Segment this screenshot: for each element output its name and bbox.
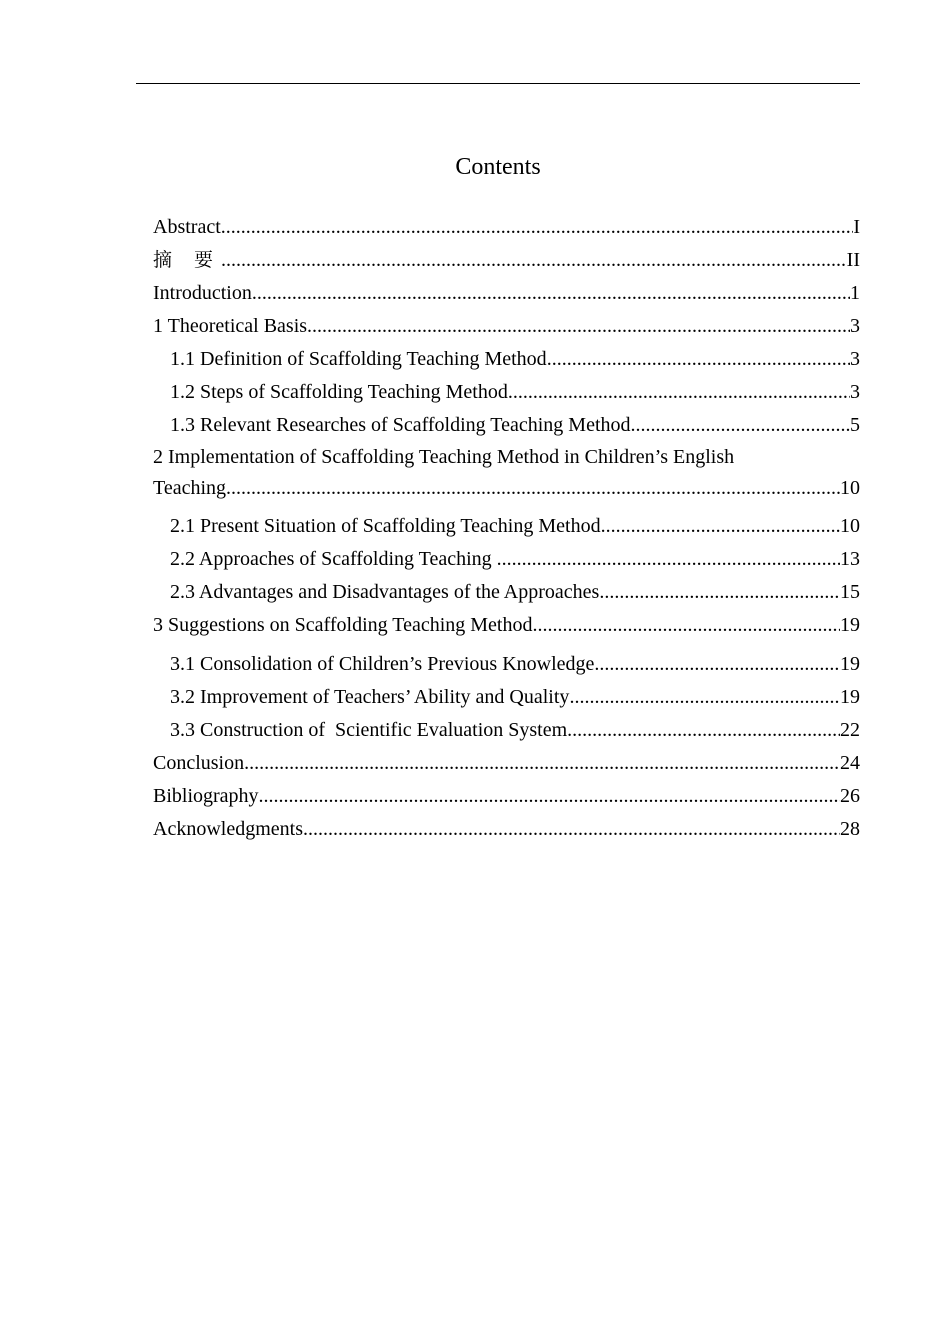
toc-leader-dots (569, 681, 840, 714)
toc-entry-page: 3 (850, 348, 860, 370)
toc-entry-section-2-2[interactable] (153, 543, 860, 576)
toc-entry-title: Conclusion (153, 752, 245, 774)
toc-leader-dots (244, 747, 840, 780)
toc-leader-dots (601, 510, 840, 543)
toc-leader-dots (307, 310, 850, 343)
toc-entry-title: Bibliography (153, 785, 259, 807)
toc-entry-section-3-3[interactable] (153, 714, 860, 747)
toc-entry-section-3-1[interactable] (153, 648, 860, 681)
toc-entry-page: II (846, 249, 860, 271)
toc-entry-title: 摘 要 (153, 249, 222, 271)
toc-entry-title-line-1: 2 Implementation of Scaffolding Teaching Method in Children’s English (153, 446, 735, 468)
toc-entry-title: 3.1 Consolidation of Children’s Previous Knowledge (170, 653, 595, 675)
toc-entry-page: 5 (850, 414, 860, 436)
toc-entry-chapter-2[interactable] (153, 442, 860, 504)
toc-entry-title: 3.2 Improvement of Teachers’ Ability and Quality (170, 686, 570, 708)
toc-entry-conclusion[interactable] (153, 747, 860, 780)
toc-leader-dots (497, 543, 840, 576)
toc-entry-section-1-3[interactable] (153, 409, 860, 442)
toc-entry-title: 3 Suggestions on Scaffolding Teaching Method (153, 614, 533, 636)
toc-leader-dots (547, 343, 850, 376)
toc-entry-section-1-2[interactable] (153, 376, 860, 409)
toc-entry-title: 3.3 Construction of Scientific Evaluation System (170, 719, 568, 741)
toc-entry-title: 2.2 Approaches of Scaffolding Teaching (170, 548, 497, 570)
toc-leader-dots (594, 648, 840, 681)
toc-entry-title: Abstract (153, 216, 221, 238)
table-of-contents (153, 211, 860, 846)
page-title: Contents (455, 154, 541, 180)
toc-leader-dots (631, 409, 850, 442)
toc-entry-section-1-1[interactable] (153, 343, 860, 376)
toc-entry-page: 19 (840, 686, 860, 708)
toc-entry-title: 1.2 Steps of Scaffolding Teaching Method (170, 381, 508, 403)
toc-leader-dots (599, 576, 840, 609)
toc-entry-page: 28 (840, 818, 860, 840)
toc-leader-dots (508, 376, 850, 409)
toc-entry-page: 26 (840, 785, 860, 807)
toc-entry-page: 13 (840, 548, 860, 570)
toc-entry-page: 22 (840, 719, 860, 741)
toc-entry-section-2-1[interactable] (153, 510, 860, 543)
toc-entry-title: Acknowledgments (153, 818, 303, 840)
toc-leader-dots (533, 609, 841, 642)
toc-entry-page: 24 (840, 752, 860, 774)
toc-entry-bibliography[interactable] (153, 780, 860, 813)
toc-entry-chapter-1[interactable] (153, 310, 860, 343)
toc-entry-title: 2.3 Advantages and Disadvantages of the Approaches (170, 581, 600, 603)
toc-leader-dots (567, 714, 840, 747)
toc-entry-introduction[interactable] (153, 277, 860, 310)
toc-entry-page: 10 (840, 477, 860, 499)
toc-entry-title: 1.1 Definition of Scaffolding Teaching Method (170, 348, 547, 370)
toc-entry-acknowledgments[interactable] (153, 813, 860, 846)
toc-entry-title-line-2: Teaching (153, 477, 227, 499)
toc-entry-zhaiyao[interactable] (153, 244, 860, 277)
toc-entry-page: 19 (840, 653, 860, 675)
header-rule (136, 83, 860, 84)
toc-entry-abstract[interactable] (153, 211, 860, 244)
toc-leader-dots (252, 277, 850, 310)
toc-entry-page: 19 (840, 614, 860, 636)
toc-leader-dots (259, 780, 840, 813)
toc-entry-title: 2.1 Present Situation of Scaffolding Teaching Method (170, 515, 601, 537)
toc-entry-page: 3 (850, 381, 860, 403)
toc-entry-title: 1 Theoretical Basis (153, 315, 308, 337)
toc-entry-page: I (853, 216, 860, 238)
toc-entry-section-3-2[interactable] (153, 681, 860, 714)
toc-entry-title: Introduction (153, 282, 252, 304)
toc-leader-dots (226, 473, 840, 504)
toc-entry-page: 10 (840, 515, 860, 537)
toc-entry-title: 1.3 Relevant Researches of Scaffolding Teaching Method (170, 414, 631, 436)
toc-entry-title-line-2-row (153, 473, 860, 504)
toc-entry-page: 3 (850, 315, 860, 337)
toc-leader-dots (221, 211, 854, 244)
toc-entry-page: 1 (850, 282, 860, 304)
toc-entry-page: 15 (840, 581, 860, 603)
toc-entry-chapter-3[interactable] (153, 609, 860, 642)
toc-entry-section-2-3[interactable] (153, 576, 860, 609)
toc-leader-dots (303, 813, 840, 846)
toc-leader-dots (221, 244, 847, 277)
